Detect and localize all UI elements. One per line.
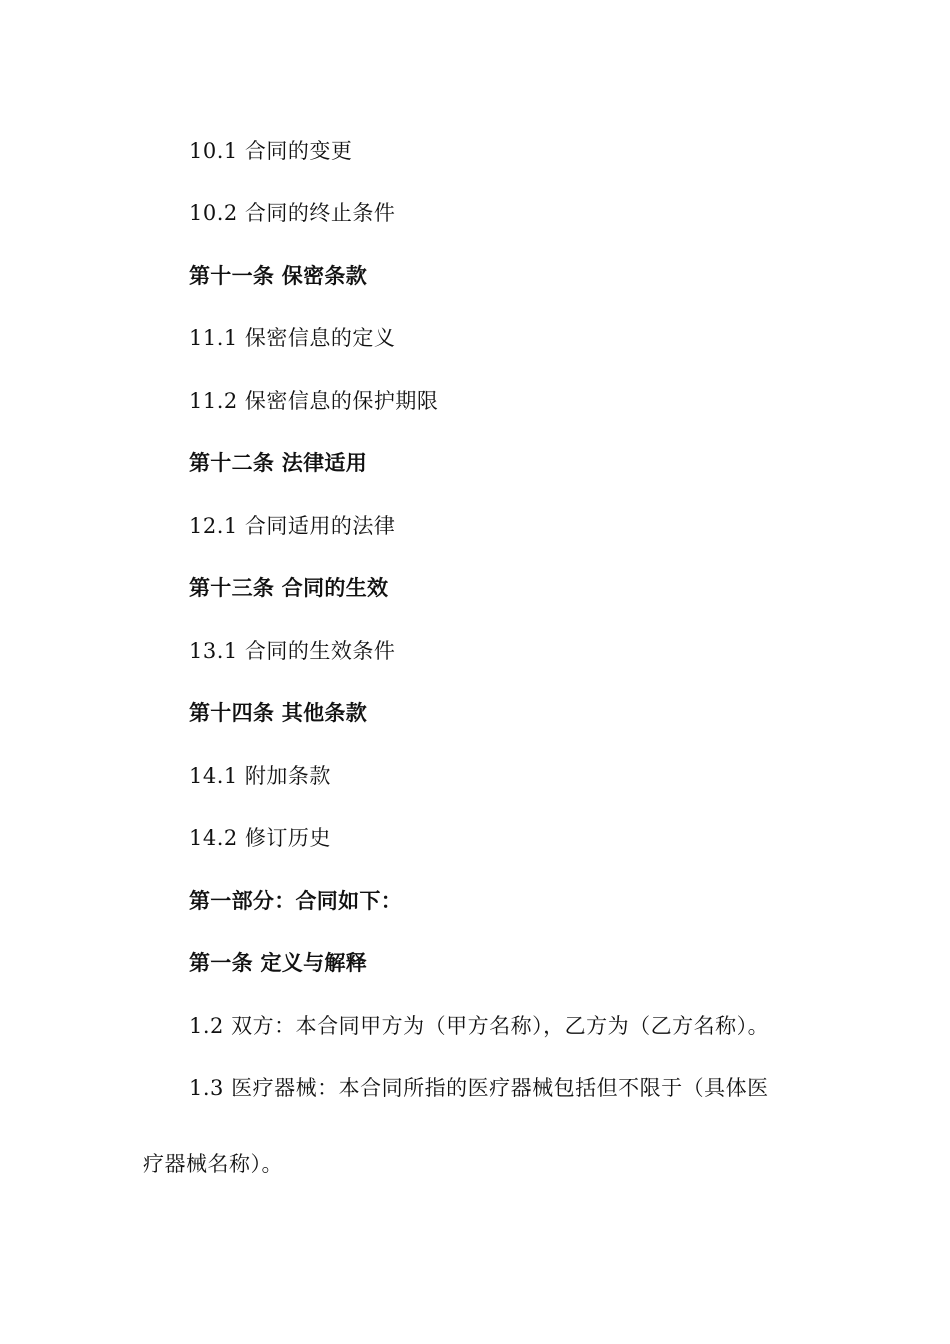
clause-10-2: 10.2 合同的终止条件 [189,201,396,225]
clause-14-2: 14.2 修订历史 [189,826,331,850]
article-1-heading: 第一条 定义与解释 [189,951,368,975]
article-13-heading: 第十三条 合同的生效 [189,576,389,600]
part-1-heading: 第一部分：合同如下： [189,889,402,913]
clause-13-1: 13.1 合同的生效条件 [189,639,396,663]
clause-10-1: 10.1 合同的变更 [189,139,353,163]
clause-12-1: 12.1 合同适用的法律 [189,514,396,538]
clause-1-3: 1.3 医疗器械：本合同所指的医疗器械包括但不限于（具体医 [189,1076,769,1100]
clause-11-2: 11.2 保密信息的保护期限 [189,389,439,413]
article-12-heading: 第十二条 法律适用 [189,451,368,475]
clause-14-1: 14.1 附加条款 [189,764,331,788]
clause-1-2: 1.2 双方：本合同甲方为（甲方名称），乙方为（乙方名称）。 [189,1014,770,1038]
article-14-heading: 第十四条 其他条款 [189,701,368,725]
article-11-heading: 第十一条 保密条款 [189,264,368,288]
clause-1-3-continuation: 疗器械名称）。 [143,1152,283,1176]
clause-11-1: 11.1 保密信息的定义 [189,326,396,350]
